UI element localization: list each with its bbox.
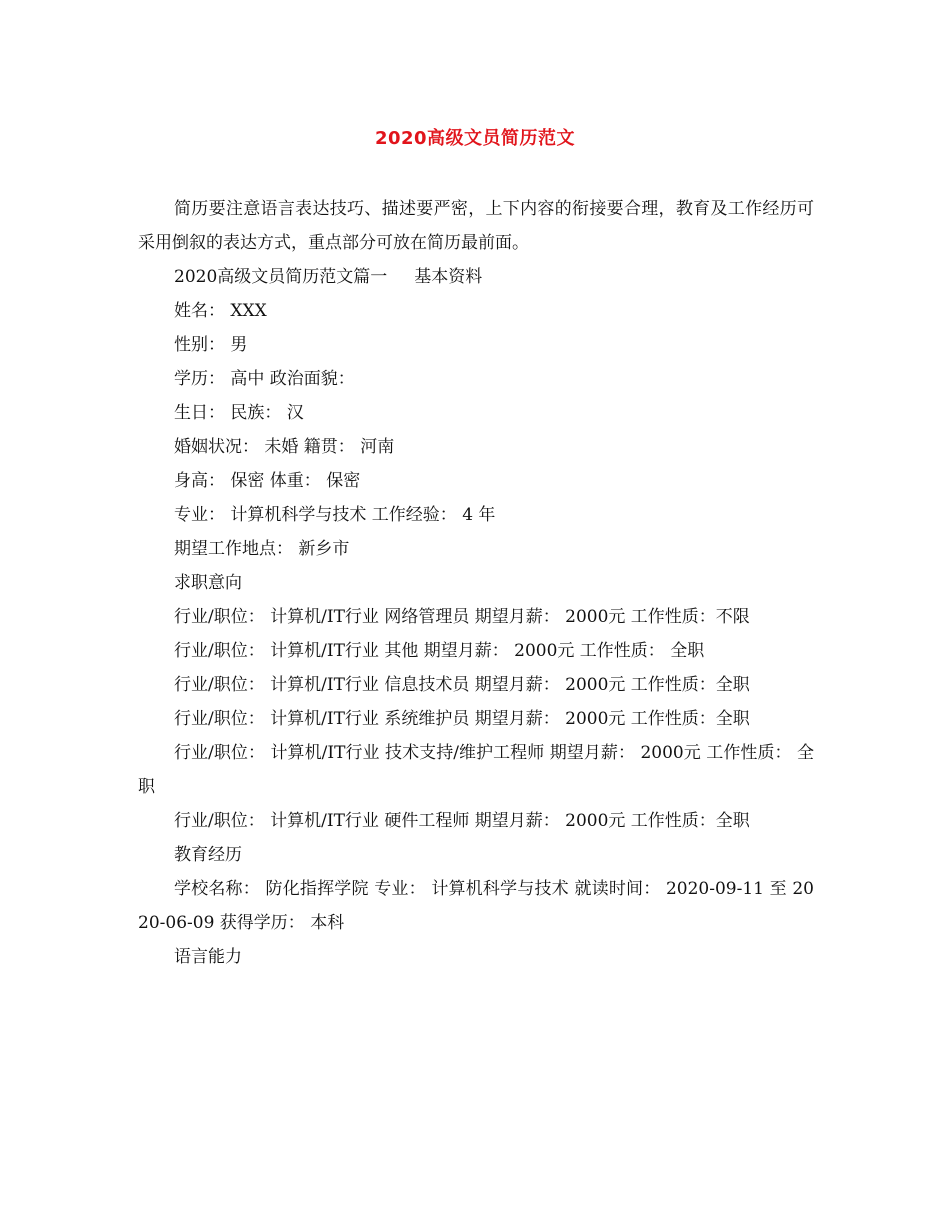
field-major-experience: 专业： 计算机科学与技术 工作经验： 4 年 — [174, 505, 496, 525]
document-body — [138, 192, 814, 974]
field-birthday: 生日： 民族： 汉 — [174, 403, 304, 423]
section-heading-education: 教育经历 — [174, 845, 242, 865]
field-marital-status: 婚姻状况： 未婚 籍贯： 河南 — [174, 437, 395, 457]
intro-paragraph: 简历要注意语言表达技巧、描述要严密，上下内容的衔接要合理，教育及工作经历可采用倒叙的表达方式，重点部分可放在简历最前面。 — [138, 199, 814, 253]
section-heading-language: 语言能力 — [174, 947, 242, 967]
job-intention-item: 行业/职位： 计算机/IT行业 网络管理员 期望月薪： 2000元 工作性质：不限 — [174, 607, 750, 627]
field-gender: 性别： 男 — [174, 335, 248, 355]
field-education: 学历： 高中 政治面貌： — [174, 369, 355, 389]
field-name: 姓名： XXX — [174, 301, 267, 321]
section-heading-job-intention: 求职意向 — [174, 573, 242, 593]
job-intention-item: 行业/职位： 计算机/IT行业 硬件工程师 期望月薪： 2000元 工作性质：全职 — [174, 811, 750, 831]
field-desired-location: 期望工作地点： 新乡市 — [174, 539, 350, 559]
job-intention-item: 行业/职位： 计算机/IT行业 信息技术员 期望月薪： 2000元 工作性质：全职 — [174, 675, 750, 695]
job-intention-item: 行业/职位： 计算机/IT行业 其他 期望月薪： 2000元 工作性质： 全职 — [174, 641, 705, 661]
section-heading-basic-info: 2020高级文员简历范文篇一 基本资料 — [174, 267, 483, 287]
education-item: 学校名称： 防化指挥学院 专业： 计算机科学与技术 就读时间： 2020-09-11 至 2020-06-09 获得学历： 本科 — [138, 879, 814, 933]
document-title: 2020高级文员简历范文 — [374, 128, 576, 149]
job-intention-item: 行业/职位： 计算机/IT行业 技术支持/维护工程师 期望月薪： 2000元 工作性质： 全职 — [138, 743, 814, 797]
field-height-weight: 身高： 保密 体重： 保密 — [174, 471, 361, 491]
job-intention-item: 行业/职位： 计算机/IT行业 系统维护员 期望月薪： 2000元 工作性质：全职 — [174, 709, 750, 729]
